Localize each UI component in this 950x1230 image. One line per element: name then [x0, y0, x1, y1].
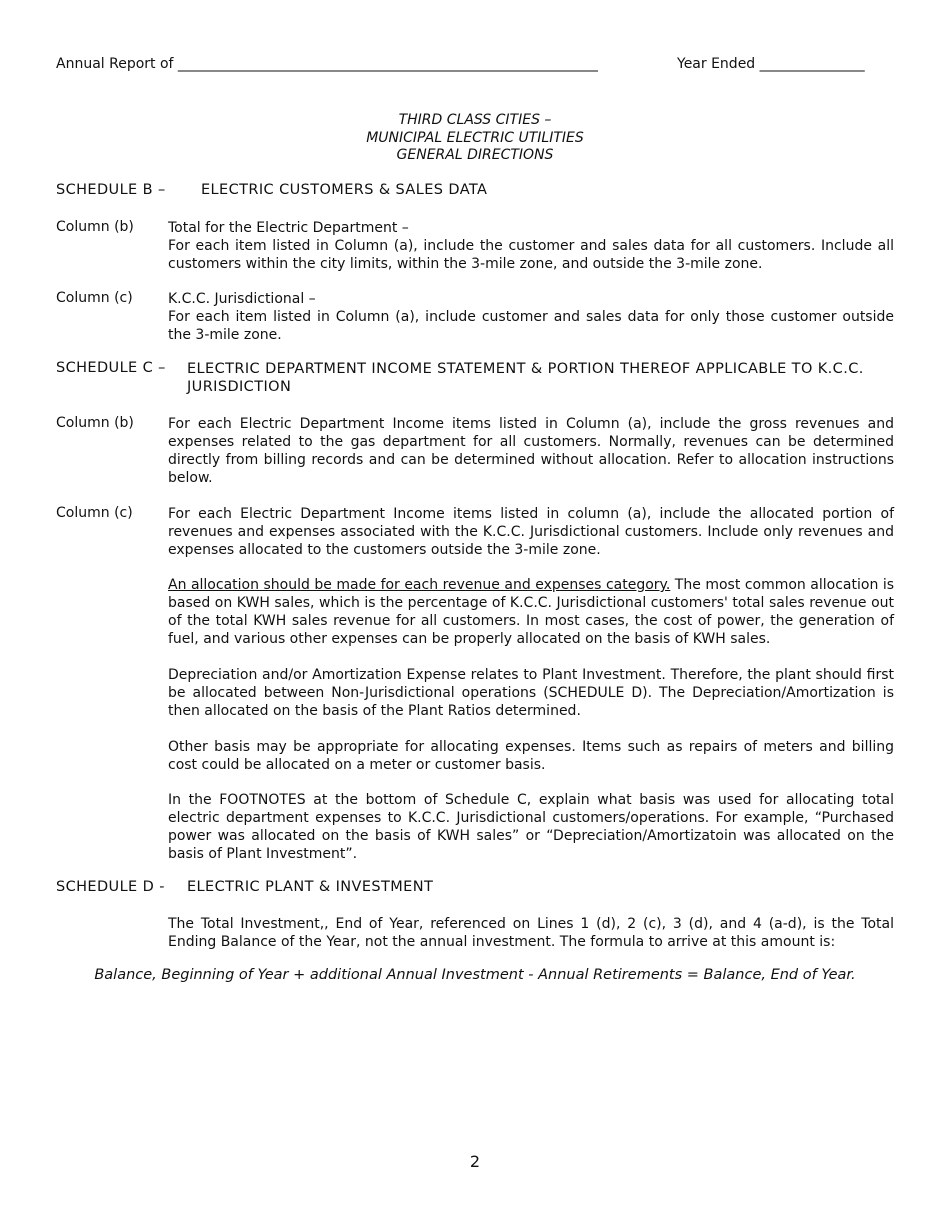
title-line-3: GENERAL DIRECTIONS [396, 147, 554, 163]
depreciation-paragraph: Depreciation and/or Amortization Expense relates to Plant Investment. Therefore, the plant should first be allocated between Non-Jurisdictional operations (SCHEDULE D). The Depreciation/Amortization is then allocated on the basis of the Plant Ratios determined. [168, 667, 894, 719]
allocation-underlined-sentence: An allocation should be made for each revenue and expenses category. [168, 577, 671, 593]
column-b-body: For each Electric Department Income items listed in Column (a), include the gross revenues and expenses related to the gas department for all customers. Normally, revenues can be determined directly from billing records and can be determined without allocation. Refer to allocation instructions below. [168, 416, 894, 486]
year-ended-label: Year Ended _______________ [677, 56, 865, 72]
column-c-label: Column (c) [56, 290, 133, 306]
schedule-c-title-line-1: ELECTRIC DEPARTMENT INCOME STATEMENT & PORTION THEREOF APPLICABLE TO K.C.C. [187, 361, 864, 377]
schedule-d-code: SCHEDULE D - [56, 879, 165, 895]
other-basis-paragraph: Other basis may be appropriate for allocating expenses. Items such as repairs of meters and billing cost could be allocated on a meter or customer basis. [168, 739, 894, 773]
column-c-body: For each Electric Department Income items listed in column (a), include the allocated portion of revenues and expenses associated with the K.C.C. Jurisdictional customers. Include only revenues and expenses allocated to the customers outside the 3-mile zone. [168, 506, 894, 558]
page-title [0, 112, 950, 165]
column-c-heading: K.C.C. Jurisdictional – [168, 291, 316, 307]
schedule-c-title-line-2: JURISDICTION [187, 379, 292, 395]
schedule-b-title: ELECTRIC CUSTOMERS & SALES DATA [201, 182, 488, 198]
report-header [56, 56, 896, 72]
column-c-label: Column (c) [56, 505, 133, 521]
column-b-label: Column (b) [56, 219, 134, 235]
allocation-text: The most common allocation is based on KWH sales, which is the percentage of K.C.C. Jurisdictional customers' total sales revenue out of the total KWH sales revenue for all customers. In most cases, the cost of power, the generation of fuel, and various other expenses can be properly allocated on the basis of KWH sales. [168, 577, 895, 647]
schedule-d-body: The Total Investment,, End of Year, referenced on Lines 1 (d), 2 (c), 3 (d), and 4 (a-d), is the Total Ending Balance of the Year, not the annual investment. The formula to arrive at this amount is: [168, 916, 894, 950]
balance-formula: Balance, Beginning of Year + additional Annual Investment - Annual Retirements = Balance, End of Year. [94, 967, 856, 983]
column-c-body: For each item listed in Column (a), include customer and sales data for only those customer outside the 3-mile zone. [168, 309, 894, 343]
title-line-2: MUNICIPAL ELECTRIC UTILITIES [366, 129, 584, 146]
page-number: 2 [469, 1152, 481, 1171]
footnotes-paragraph: In the FOOTNOTES at the bottom of Schedule C, explain what basis was used for allocating total electric department expenses to K.C.C. Jurisdictional customers/operations. For example, “Purchased power was allocated on the basis of KWH sales” or “Depreciation/Amortizatoin was allocated on the basis of Plant Investment”. [168, 792, 894, 862]
column-b-heading: Total for the Electric Department – [168, 220, 409, 236]
title-line-1: THIRD CLASS CITIES – [398, 112, 552, 128]
schedule-c-code: SCHEDULE C – [56, 360, 166, 376]
schedule-b-code: SCHEDULE B – [56, 182, 166, 198]
allocation-paragraph [168, 576, 894, 648]
column-b-label: Column (b) [56, 415, 134, 431]
column-b-body: For each item listed in Column (a), include the customer and sales data for all customers. Include all customers within the city limits, within the 3-mile zone, and outside the 3-mile zone. [168, 238, 894, 272]
schedule-d-title: ELECTRIC PLANT & INVESTMENT [187, 879, 434, 895]
annual-report-label: Annual Report of ____________________________________________________________ [56, 56, 598, 72]
